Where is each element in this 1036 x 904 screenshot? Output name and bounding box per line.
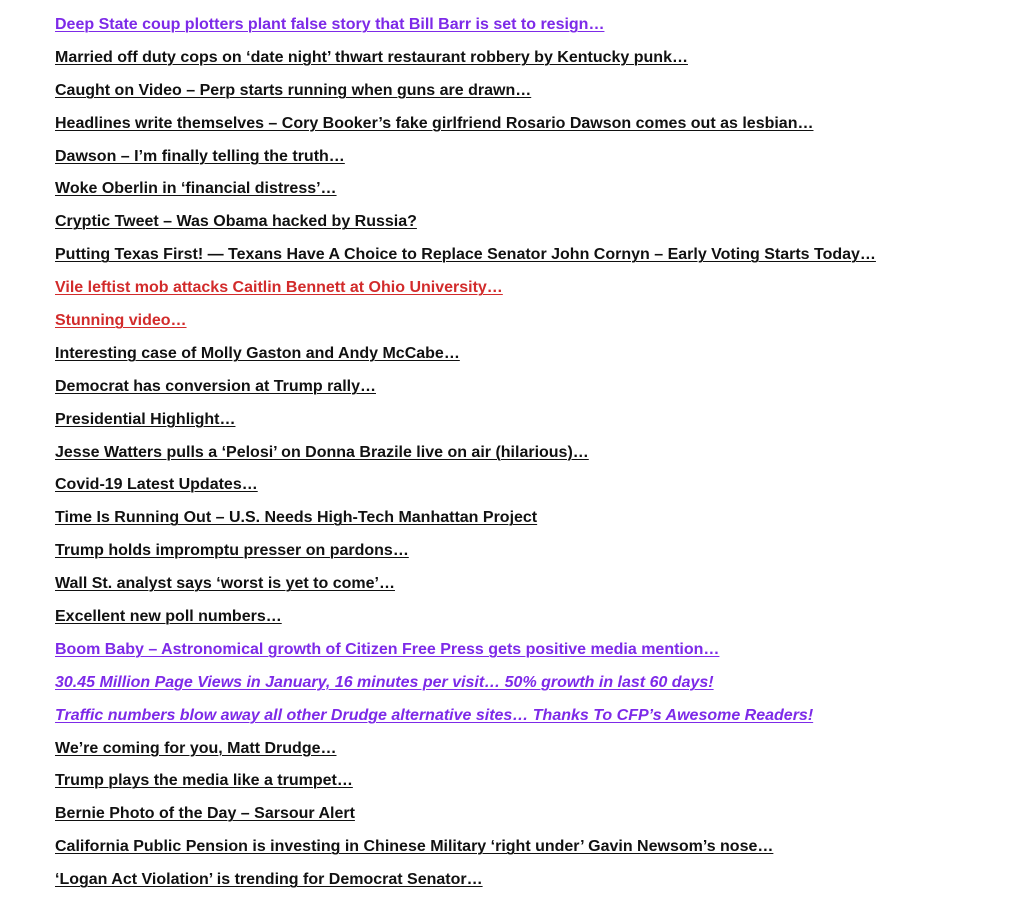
list-item: [55, 440, 876, 473]
list-item: [55, 538, 876, 571]
list-item: [55, 834, 876, 867]
headline-link[interactable]: Trump holds impromptu presser on pardons…: [55, 542, 409, 560]
headline-link[interactable]: Bernie Photo of the Day – Sarsour Alert: [55, 805, 355, 823]
headline-link[interactable]: Interesting case of Molly Gaston and Andy McCabe…: [55, 344, 460, 362]
headline-link[interactable]: Traffic numbers blow away all other Drudge alternative sites… Thanks To CFP’s Awesome Readers!: [55, 706, 814, 724]
headline-link[interactable]: Stunning video…: [55, 312, 187, 330]
headline-link[interactable]: Time Is Running Out – U.S. Needs High-Tech Manhattan Project: [55, 509, 538, 527]
headline-link[interactable]: We’re coming for you, Matt Drudge…: [55, 739, 337, 757]
list-item: [55, 12, 876, 45]
headline-link[interactable]: Wall St. analyst says ‘worst is yet to come’…: [55, 575, 395, 593]
headline-link[interactable]: Dawson – I’m finally telling the truth…: [55, 147, 345, 165]
headline-link[interactable]: Democrat has conversion at Trump rally…: [55, 377, 376, 395]
headline-link[interactable]: Vile leftist mob attacks Caitlin Bennett at Ohio University…: [55, 279, 503, 297]
headline-link[interactable]: Headlines write themselves – Cory Booker’s fake girlfriend Rosario Dawson comes out as lesbian…: [55, 114, 814, 132]
list-item: [55, 472, 876, 505]
headline-link[interactable]: Presidential Highlight…: [55, 410, 236, 428]
list-item: [55, 176, 876, 209]
headline-link[interactable]: Excellent new poll numbers…: [55, 608, 282, 626]
headline-link[interactable]: Cryptic Tweet – Was Obama hacked by Russia?: [55, 213, 417, 231]
list-item: [55, 374, 876, 407]
headline-link[interactable]: Caught on Video – Perp starts running when guns are drawn…: [55, 81, 532, 99]
list-item: [55, 867, 876, 900]
list-item: [55, 703, 876, 736]
list-item: [55, 670, 876, 703]
headline-link[interactable]: Covid-19 Latest Updates…: [55, 476, 258, 494]
list-item: [55, 801, 876, 834]
headline-link[interactable]: California Public Pension is investing in Chinese Military ‘right under’ Gavin Newsom’s nose…: [55, 838, 774, 856]
list-item: [55, 768, 876, 801]
list-item: [55, 242, 876, 275]
list-item: [55, 505, 876, 538]
headline-link[interactable]: Boom Baby – Astronomical growth of Citizen Free Press gets positive media mention…: [55, 640, 720, 658]
headline-link[interactable]: ‘Logan Act Violation’ is trending for Democrat Senator…: [55, 871, 483, 889]
list-item: [55, 604, 876, 637]
headline-link[interactable]: Woke Oberlin in ‘financial distress’…: [55, 180, 337, 198]
list-item: [55, 144, 876, 177]
headline-link[interactable]: Trump plays the media like a trumpet…: [55, 772, 353, 790]
headline-link[interactable]: 30.45 Million Page Views in January, 16 minutes per visit… 50% growth in last 60 days!: [55, 673, 714, 691]
headline-link[interactable]: Putting Texas First! — Texans Have A Choice to Replace Senator John Cornyn – Early Voting Starts Today…: [55, 246, 876, 264]
list-item: [55, 736, 876, 769]
list-item: [55, 637, 876, 670]
list-item: [55, 111, 876, 144]
list-item: [55, 341, 876, 374]
list-item: [55, 407, 876, 440]
list-item: [55, 45, 876, 78]
headline-link[interactable]: Deep State coup plotters plant false story that Bill Barr is set to resign…: [55, 16, 605, 33]
list-item: [55, 78, 876, 111]
list-item: [55, 571, 876, 604]
headline-list: [55, 12, 876, 900]
headline-link[interactable]: Jesse Watters pulls a ‘Pelosi’ on Donna Brazile live on air (hilarious)…: [55, 443, 589, 461]
list-item: [55, 209, 876, 242]
headline-link[interactable]: Married off duty cops on ‘date night’ thwart restaurant robbery by Kentucky punk…: [55, 48, 688, 66]
list-item: [55, 308, 876, 341]
list-item: [55, 275, 876, 308]
